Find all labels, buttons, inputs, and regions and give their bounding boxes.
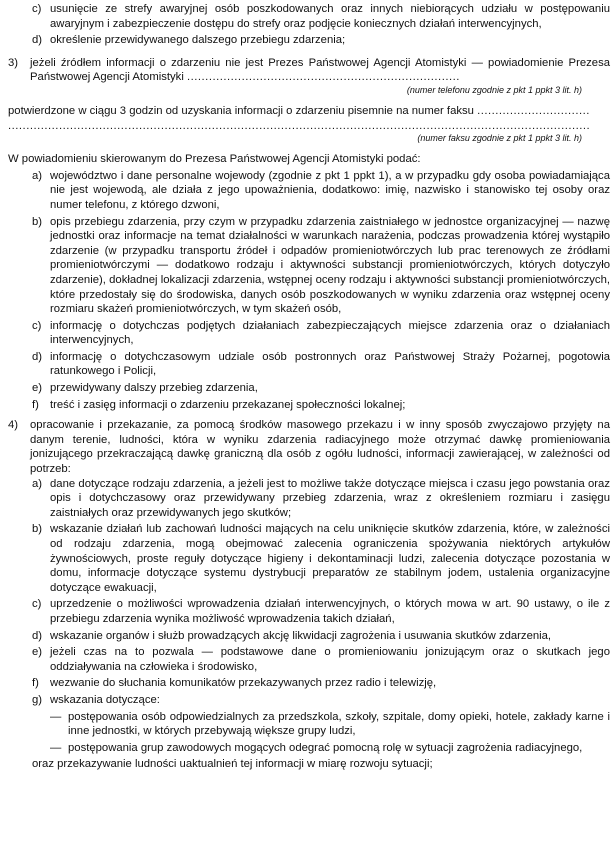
item-label: c) bbox=[32, 598, 42, 611]
notify-item bbox=[32, 319, 610, 348]
point-label: 4) bbox=[8, 419, 19, 432]
p4-item bbox=[32, 645, 610, 674]
point-text: jeżeli źródłem informacji o zdarzeniu nie jest Prezes Państwowej Agencji Atomistyki — powiadomienie Prezesa Państwowej Agencji Atomistyki ........................................................................... bbox=[30, 56, 610, 84]
p4-dash-item bbox=[50, 710, 610, 739]
item-label: d) bbox=[32, 34, 43, 47]
notify-item bbox=[32, 381, 610, 396]
item-label: c) bbox=[32, 3, 42, 15]
item-text: postępowania osób odpowiedzialnych za przedszkola, szkoły, szpitale, domy opieki, hotele, zakłady karne i inne jednostki, w których przebywają większe grupy ludzi, bbox=[68, 710, 610, 738]
item-text: dane dotyczące rodzaju zdarzenia, a jeżeli jest to możliwe także dotyczące miejsca i czasu jego powstania oraz opis i dotychczasowy oraz przewidywany przebieg zdarzenia, wraz z określeniem rozmiaru i zasięgu zaistniałych oraz przewidywanych jego skutków; bbox=[50, 477, 610, 519]
item-text: informację o dotychczasowym udziale osób postronnych oraz Państwowej Straży Pożarnej, pogotowia ratunkowego i Policji, bbox=[50, 350, 610, 378]
p4-item bbox=[32, 676, 610, 691]
item-label: d) bbox=[32, 629, 43, 642]
notify-item bbox=[32, 398, 610, 413]
item-label: b) bbox=[32, 523, 43, 536]
item-label: f) bbox=[32, 398, 39, 411]
item-text: informację o dotychczas podjętych działaniach zabezpieczających miejsce zdarzenia oraz o działaniach interwencyjnych, bbox=[50, 319, 610, 347]
point-label: 3) bbox=[8, 56, 19, 69]
item-text: jeżeli czas na to pozwala — podstawowe dane o promieniowaniu jonizującym oraz o skutkach jego oddziaływania na człowieka i środowisko, bbox=[50, 646, 610, 673]
p4-item bbox=[32, 477, 610, 521]
point-3 bbox=[8, 56, 610, 85]
item-text: województwo i dane personalne wojewody (zgodnie z pkt 1 ppkt 1), a w przypadku gdy osoba powiadamiająca nie jest wojewodą, ale działa z jego upoważnienia, dodatkowo: imię, nazwisko i stanowisko tej osoby oraz numer telefonu, z którego dzwoni, bbox=[50, 169, 610, 211]
point-text: opracowanie i przekazanie, za pomocą środków masowego przekazu i w inny sposób zwyczajowo przyjęty na danym terenie, ludności, która w wyniku zdarzenia radiacyjnego może otrzymać dawkę promieniowania jonizującego przekraczającą dawkę graniczną dla osób z ogółu ludności, informacji zawierającej, w zależności od potrzeb: bbox=[30, 419, 610, 476]
item-label: d) bbox=[32, 350, 43, 363]
notify-item bbox=[32, 215, 610, 317]
phone-note: (numer telefonu zgodnie z pkt 1 ppkt 3 lit. h) bbox=[406, 84, 582, 95]
notify-item bbox=[32, 350, 610, 379]
item-label: e) bbox=[32, 646, 43, 659]
p4-item bbox=[32, 597, 610, 626]
confirm-text: potwierdzone w ciągu 3 godzin od uzyskania informacji o zdarzeniu pisemnie na numer faksu ............................... bbox=[8, 104, 590, 117]
item-text: określenie przewidywanego dalszego przebiegu zdarzenia; bbox=[50, 34, 346, 47]
item-text: opis przebiegu zdarzenia, przy czym w przypadku zdarzenia zaistniałego w jednostce organizacyjnej — nazwę jednostki oraz informacje na temat działalności w warunkach narażenia, podczas prowadzenia której wystąpiło zdarzenie (w przypadku transportu źródeł i odpadów promieniotwórczych lub prac terenowych ze źródłami promieniotwórczymi — dodatkowo rodzaju i aktywności substancji promieniotwórczych, których dotyczyło zdarzenie), dokładnej lokalizacji zdarzenia, wstępnej oceny rodzaju i aktywności substancji promieniotwórczych, które przedostały się do środowiska, danych osób poszkodowanych w wyniku zdarzenia oraz wstępnej oceny rozmiaru skażeń promieniotwórczych, w tym skażeń osób, bbox=[50, 215, 610, 316]
item-text: wskazania dotyczące: bbox=[50, 693, 160, 706]
p4-list bbox=[8, 477, 610, 708]
item-d bbox=[32, 33, 610, 48]
item-label: — bbox=[50, 741, 62, 754]
item-label: a) bbox=[32, 169, 43, 182]
fax-dots-line: ................................................................................................................................................................ bbox=[8, 119, 591, 132]
notify-intro: W powiadomieniu skierowanym do Prezesa Państwowej Agencji Atomistyki podać: bbox=[8, 153, 421, 166]
item-text: przewidywany dalszy przebieg zdarzenia, bbox=[50, 382, 258, 395]
p4-closing: oraz przekazywanie ludności uaktualnień tej informacji w miarę rozwoju sytuacji; bbox=[32, 758, 433, 771]
notify-list bbox=[8, 169, 610, 413]
item-text: wskazanie działań lub zachowań ludności mających na celu uniknięcie skutków zdarzenia, które, w zależności od rodzaju zdarzenia, mogą obejmować zalecenia ograniczenia spożywania niektórych artykułów żywnościowych, proste reguły dotyczące higieny i dekontaminacji ludzi, zalecenia dotyczące pozostania w domu, informacje dotyczące systemu dystrybucji preparatów ze stabilnym jodem, ustalenia organizacyjne dotyczące ewakuacji, bbox=[50, 523, 610, 594]
item-text: uprzedzenie o możliwości wprowadzenia działań interwencyjnych, o których mowa w art. 90 ustawy, o ile z przebiegu zdarzenia wynika możliwość wprowadzenia takich działań, bbox=[50, 598, 610, 625]
item-text: treść i zasięg informacji o zdarzeniu przekazanej społeczności lokalnej; bbox=[50, 398, 406, 411]
p4-dash-list bbox=[8, 710, 610, 756]
item-label: g) bbox=[32, 693, 43, 706]
item-c bbox=[32, 2, 610, 31]
point-4 bbox=[8, 418, 610, 476]
phone-dots: ........................................................................... bbox=[186, 71, 460, 84]
p4-item bbox=[32, 522, 610, 595]
item-label: c) bbox=[32, 319, 42, 332]
fax-note: (numer faksu zgodnie z pkt 1 ppkt 3 lit. h) bbox=[417, 133, 582, 144]
item-text: postępowania grup zawodowych mogących odegrać pomocną rolę w sytuacji zagrożenia radiacyjnego, bbox=[68, 741, 583, 754]
item-label: — bbox=[50, 710, 62, 723]
item-text: wskazanie organów i służb prowadzących akcję likwidacji zagrożenia i usuwania skutków zdarzenia, bbox=[50, 629, 552, 642]
item-text: wezwanie do słuchania komunikatów przekazywanych przez radio i telewizję, bbox=[50, 677, 437, 690]
notify-item bbox=[32, 169, 610, 213]
item-label: b) bbox=[32, 215, 43, 228]
item-text: usunięcie ze strefy awaryjnej osób poszkodowanych oraz innych niebiorących udziału w postępowaniu awaryjnym i zabezpieczenie dostępu do strefy oraz podjęcie koniecznych działań interwencyjnych, bbox=[50, 3, 610, 30]
item-label: a) bbox=[32, 477, 43, 490]
item-label: f) bbox=[32, 677, 39, 690]
item-label: e) bbox=[32, 382, 43, 395]
fax-dots: ............................... bbox=[477, 104, 590, 117]
p4-dash-item bbox=[50, 741, 610, 756]
p4-item bbox=[32, 693, 610, 708]
p4-item bbox=[32, 629, 610, 644]
